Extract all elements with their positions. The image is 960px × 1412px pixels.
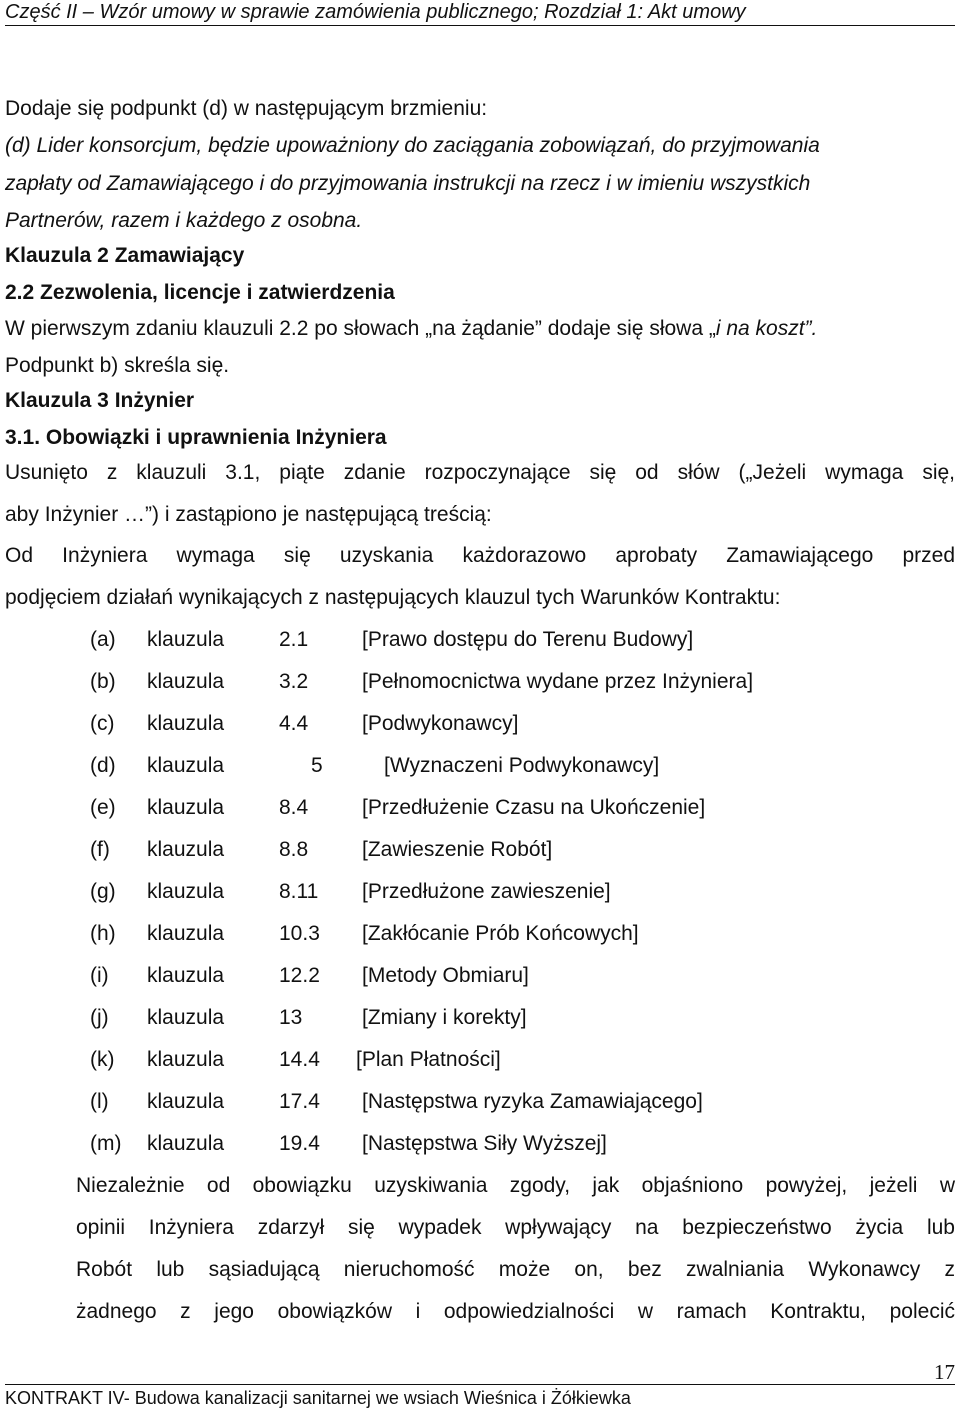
intro-line-3: zapłaty od Zamawiającego i do przyjmowania instrukcji na rzecz i w imieniu wszystkich xyxy=(5,172,811,195)
list-item-number: 10.3 xyxy=(279,922,320,945)
clause-2-heading: Klauzula 2 Zamawiający xyxy=(5,244,245,267)
page-header: Część II – Wzór umowy w sprawie zamówienia publicznego; Rozdział 1: Akt umowy xyxy=(5,0,955,26)
list-item-word: klauzula xyxy=(147,628,225,651)
list-item-word: klauzula xyxy=(147,964,225,987)
list-item-number: 13 xyxy=(279,1006,303,1029)
intro-line-2: (d) Lider konsorcjum, będzie upoważniony do zaciągania zobowiązań, do przyjmowania xyxy=(5,134,820,157)
list-item-letter: (b) xyxy=(90,670,116,693)
list-item-word: klauzula xyxy=(147,796,225,819)
list-item-word: klauzula xyxy=(147,880,225,903)
closing-line-2: opinii Inżyniera zdarzył się wypadek wpływający na bezpieczeństwo życia lub xyxy=(76,1216,955,1239)
list-item-letter: (m) xyxy=(90,1132,122,1155)
clause-3-1-para-1-line-2: aby Inżynier …”) i zastąpiono je następującą treścią: xyxy=(5,503,492,526)
list-item-word: klauzula xyxy=(147,838,225,861)
list-item-description: [Podwykonawcy] xyxy=(362,712,519,735)
list-item-description: [Zawieszenie Robót] xyxy=(362,838,553,861)
list-item-number: 5 xyxy=(311,754,323,777)
list-item-description: [Prawo dostępu do Terenu Budowy] xyxy=(362,628,694,651)
closing-line-3: Robót lub sąsiadującą nieruchomość może on, bez zwalniania Wykonawcy z xyxy=(76,1258,955,1281)
list-item-word: klauzula xyxy=(147,922,225,945)
list-item-letter: (c) xyxy=(90,712,115,735)
list-item xyxy=(90,921,790,947)
closing-line-1: Niezależnie od obowiązku uzyskiwania zgody, jak objaśniono powyżej, jeżeli w xyxy=(76,1174,955,1197)
list-item xyxy=(90,753,790,779)
list-item-number: 3.2 xyxy=(279,670,309,693)
list-item-number: 12.2 xyxy=(279,964,320,987)
list-item xyxy=(90,837,790,863)
list-item-description: [Pełnomocnictwa wydane przez Inżyniera] xyxy=(362,670,754,693)
list-item-description: [Przedłużone zawieszenie] xyxy=(362,880,611,903)
list-item-description: [Zmiany i korekty] xyxy=(362,1006,527,1029)
list-item-number: 2.1 xyxy=(279,628,309,651)
clause-3-1-para-2-line-2: podjęciem działań wynikających z następujących klauzul tych Warunków Kontraktu: xyxy=(5,586,781,609)
page-number: 17 xyxy=(934,1360,955,1384)
list-item-word: klauzula xyxy=(147,712,225,735)
closing-line-4: żadnego z jego obowiązków i odpowiedzialności w ramach Kontraktu, polecić xyxy=(76,1300,955,1323)
list-item xyxy=(90,1131,790,1157)
list-item xyxy=(90,879,790,905)
list-item xyxy=(90,963,790,989)
list-item xyxy=(90,711,790,737)
clause-2-2-text-regular: W pierwszym zdaniu klauzuli 2.2 po słowach „na żądanie” dodaje się słowa „ xyxy=(5,317,716,340)
list-item-number: 8.11 xyxy=(279,880,319,903)
list-item-number: 4.4 xyxy=(279,712,309,735)
clause-2-2-text xyxy=(5,316,817,342)
list-item xyxy=(90,627,790,653)
list-item xyxy=(90,669,790,695)
list-item-word: klauzula xyxy=(147,1132,225,1155)
intro-line-1: Dodaje się podpunkt (d) w następującym brzmieniu: xyxy=(5,97,488,120)
clause-2-2-text-2: Podpunkt b) skreśla się. xyxy=(5,354,230,377)
list-item-letter: (h) xyxy=(90,922,116,945)
list-item-letter: (e) xyxy=(90,796,116,819)
clause-2-2-subheading: 2.2 Zezwolenia, licencje i zatwierdzenia xyxy=(5,281,395,304)
list-item-number: 8.8 xyxy=(279,838,309,861)
list-item-description: [Następstwa ryzyka Zamawiającego] xyxy=(362,1090,703,1113)
list-item-letter: (j) xyxy=(90,1006,109,1029)
page-footer: KONTRAKT IV- Budowa kanalizacji sanitarnej we wsiach Wieśnica i Żółkiewka xyxy=(5,1384,955,1409)
list-item xyxy=(90,1047,790,1073)
list-item-number: 19.4 xyxy=(279,1132,320,1155)
list-item-word: klauzula xyxy=(147,754,225,777)
list-item xyxy=(90,1005,790,1031)
list-item-description: [Metody Obmiaru] xyxy=(362,964,529,987)
list-item xyxy=(90,795,790,821)
list-item-description: [Przedłużenie Czasu na Ukończenie] xyxy=(362,796,706,819)
list-item xyxy=(90,1089,790,1115)
list-item-number: 14.4 xyxy=(279,1048,320,1071)
list-item-description: [Zakłócanie Prób Końcowych] xyxy=(362,922,639,945)
list-item-word: klauzula xyxy=(147,1006,225,1029)
list-item-word: klauzula xyxy=(147,670,225,693)
list-item-word: klauzula xyxy=(147,1090,225,1113)
list-item-number: 17.4 xyxy=(279,1090,320,1113)
list-item-description: [Następstwa Siły Wyższej] xyxy=(362,1132,607,1155)
clause-3-1-para-2-line-1: Od Inżyniera wymaga się uzyskania każdorazowo aprobaty Zamawiającego przed xyxy=(5,544,955,567)
clause-3-1-para-1-line-1: Usunięto z klauzuli 3.1, piąte zdanie rozpoczynające się od słów („Jeżeli wymaga się, xyxy=(5,461,955,484)
list-item-number: 8.4 xyxy=(279,796,309,819)
clause-2-2-text-italic: i na koszt”. xyxy=(715,317,818,340)
list-item-letter: (d) xyxy=(90,754,116,777)
list-item-letter: (i) xyxy=(90,964,109,987)
list-item-letter: (f) xyxy=(90,838,110,861)
list-item-letter: (k) xyxy=(90,1048,115,1071)
list-item-description: [Plan Płatności] xyxy=(356,1048,501,1071)
list-item-letter: (a) xyxy=(90,628,116,651)
clause-3-heading: Klauzula 3 Inżynier xyxy=(5,389,195,412)
list-item-letter: (g) xyxy=(90,880,116,903)
list-item-description: [Wyznaczeni Podwykonawcy] xyxy=(384,754,660,777)
clause-3-1-subheading: 3.1. Obowiązki i uprawnienia Inżyniera xyxy=(5,426,387,449)
list-item-letter: (l) xyxy=(90,1090,109,1113)
intro-line-4: Partnerów, razem i każdego z osobna. xyxy=(5,209,363,232)
list-item-word: klauzula xyxy=(147,1048,225,1071)
